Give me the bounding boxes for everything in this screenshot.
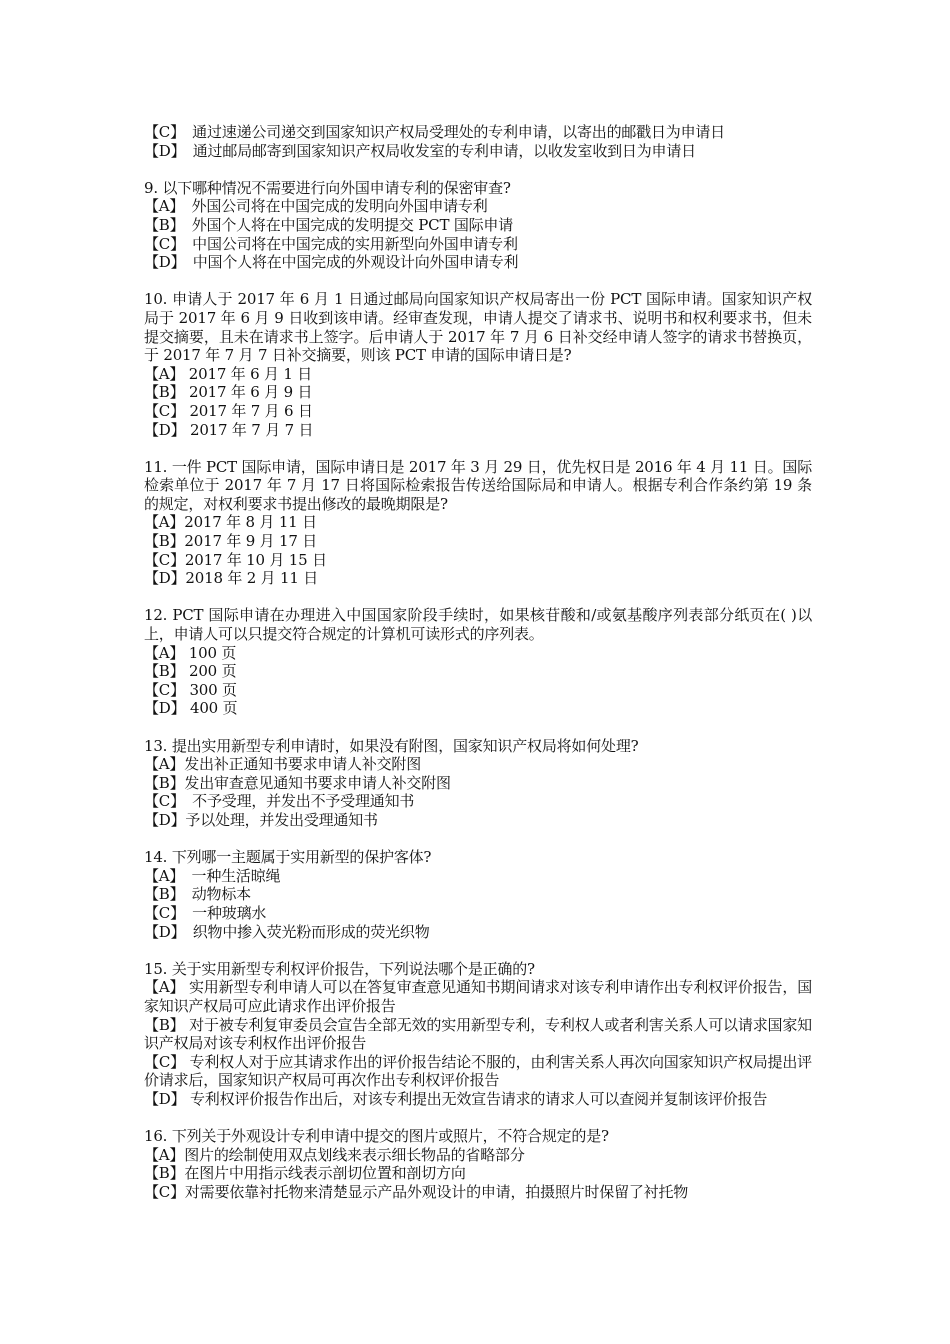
option-a: 【A】 实用新型专利申请人可以在答复审查意见通知书期间请求对该专利申请作出专利权评价报告，国家知识产权局可应此请求作出评价报告 <box>144 978 812 1015</box>
question-14 <box>144 848 812 941</box>
option-a: 【A】 100 页 <box>144 643 237 662</box>
question-13 <box>144 737 812 830</box>
option-c: 【C】对需要依靠衬托物来清楚显示产品外观设计的申请，拍摄照片时保留了衬托物 <box>144 1182 689 1201</box>
question-10 <box>144 290 812 439</box>
question-stem: 9. 以下哪种情况不需要进行向外国申请专利的保密审查? <box>144 178 511 197</box>
option-d: 【D】予以处理，并发出受理通知书 <box>144 810 378 829</box>
option-d: 【D】 通过邮局邮寄到国家知识产权局收发室的专利申请，以收发室收到日为申请日 <box>144 141 696 160</box>
option-a: 【A】 一种生活晾绳 <box>144 866 281 885</box>
question-stem: 16. 下列关于外观设计专利申请中提交的图片或照片，不符合规定的是? <box>144 1127 609 1146</box>
spacer <box>144 830 812 849</box>
option-d: 【D】 专利权评价报告作出后，对该专利提出无效宣告请求的请求人可以查阅并复制该评价报告 <box>144 1089 768 1108</box>
option-b: 【B】2017 年 9 月 17 日 <box>144 532 318 551</box>
option-d: 【D】 400 页 <box>144 699 238 718</box>
option-b: 【B】在图片中用指示线表示剖切位置和剖切方向 <box>144 1164 466 1183</box>
option-c: 【C】 专利权人对于应其请求作出的评价报告结论不服的，由利害关系人再次向国家知识产权局提出评价请求后，国家知识产权局可再次作出专利权评价报告 <box>144 1052 812 1090</box>
question-11 <box>144 458 812 588</box>
option-c: 【C】2017 年 10 月 15 日 <box>144 550 327 569</box>
question-stem: 11. 一件 PCT 国际申请，国际申请日是 2017 年 3 月 29 日，优先权日是 2016 年 4 月 11 日。国际检索单位于 2017 年 7 月 17 日将国际检索报告传送给国际局和申请人。根据专利合作条约第 19 条的规定，对权利要求书提出修改的最晚期限是? <box>144 457 812 513</box>
option-a: 【A】图片的绘制使用双点划线来表示细长物品的省略部分 <box>144 1145 525 1164</box>
lead-options <box>144 123 812 160</box>
option-d: 【D】2018 年 2 月 11 日 <box>144 569 319 588</box>
question-9 <box>144 179 812 272</box>
question-stem: 14. 下列哪一主题属于实用新型的保护客体? <box>144 848 432 867</box>
option-b: 【B】 外国个人将在中国完成的发明提交 PCT 国际申请 <box>144 215 514 234</box>
option-b: 【B】发出审查意见通知书要求申请人补交附图 <box>144 773 451 792</box>
option-a: 【A】发出补正通知书要求申请人补交附图 <box>144 755 422 774</box>
question-15 <box>144 960 812 1109</box>
question-16 <box>144 1127 812 1201</box>
option-c: 【C】 通过速递公司递交到国家知识产权局受理处的专利申请，以寄出的邮戳日为申请日 <box>144 123 725 141</box>
spacer <box>144 272 812 291</box>
exam-page <box>144 123 812 1201</box>
option-d: 【D】 2017 年 7 月 7 日 <box>144 420 314 439</box>
option-b: 【B】 动物标本 <box>144 885 251 904</box>
option-c: 【C】 300 页 <box>144 680 237 699</box>
spacer <box>144 588 812 607</box>
option-d: 【D】 中国个人将在中国完成的外观设计向外国申请专利 <box>144 253 519 272</box>
question-stem: 12. PCT 国际申请在办理进入中国国家阶段手续时，如果核苷酸和/或氨基酸序列表部分纸页在( )以上，申请人可以只提交符合规定的计算机可读形式的序列表。 <box>144 606 812 644</box>
option-c: 【C】 2017 年 7 月 6 日 <box>144 401 313 420</box>
spacer <box>144 1108 812 1127</box>
option-c: 【C】 不予受理，并发出不予受理通知书 <box>144 792 415 811</box>
option-b: 【B】 200 页 <box>144 662 237 681</box>
option-b: 【B】 对于被专利复审委员会宣告全部无效的实用新型专利，专利权人或者利害关系人可以请求国家知识产权局对该专利权作出评价报告 <box>144 1015 812 1053</box>
spacer <box>144 718 812 737</box>
question-stem: 10. 申请人于 2017 年 6 月 1 日通过邮局向国家知识产权局寄出一份 PCT 国际申请。国家知识产权局于 2017 年 6 月 9 日收到该申请。经审查发现，申请人提交了请求书、说明书和权利要求书，但未提交摘要，且未在请求书上签字。后申请人于 2017 年 7 月 6 日补交经申请人签字的请求书替换页，于 2017 年 7 月 7 日补交摘要，则该 PCT 申请的国际申请日是? <box>144 290 812 365</box>
spacer <box>144 941 812 960</box>
option-a: 【A】2017 年 8 月 11 日 <box>144 513 317 532</box>
question-12 <box>144 606 812 718</box>
spacer <box>144 160 812 179</box>
question-stem: 13. 提出实用新型专利申请时，如果没有附图，国家知识产权局将如何处理? <box>144 736 639 755</box>
option-c: 【C】 中国公司将在中国完成的实用新型向外国申请专利 <box>144 234 518 253</box>
option-a: 【A】 外国公司将在中国完成的发明向外国申请专利 <box>144 197 488 216</box>
option-d: 【D】 织物中掺入荧光粉而形成的荧光织物 <box>144 922 430 941</box>
option-c: 【C】 一种玻璃水 <box>144 903 267 922</box>
spacer <box>144 439 812 458</box>
question-stem: 15. 关于实用新型专利权评价报告，下列说法哪个是正确的? <box>144 959 535 978</box>
option-a: 【A】 2017 年 6 月 1 日 <box>144 364 313 383</box>
option-b: 【B】 2017 年 6 月 9 日 <box>144 383 313 402</box>
